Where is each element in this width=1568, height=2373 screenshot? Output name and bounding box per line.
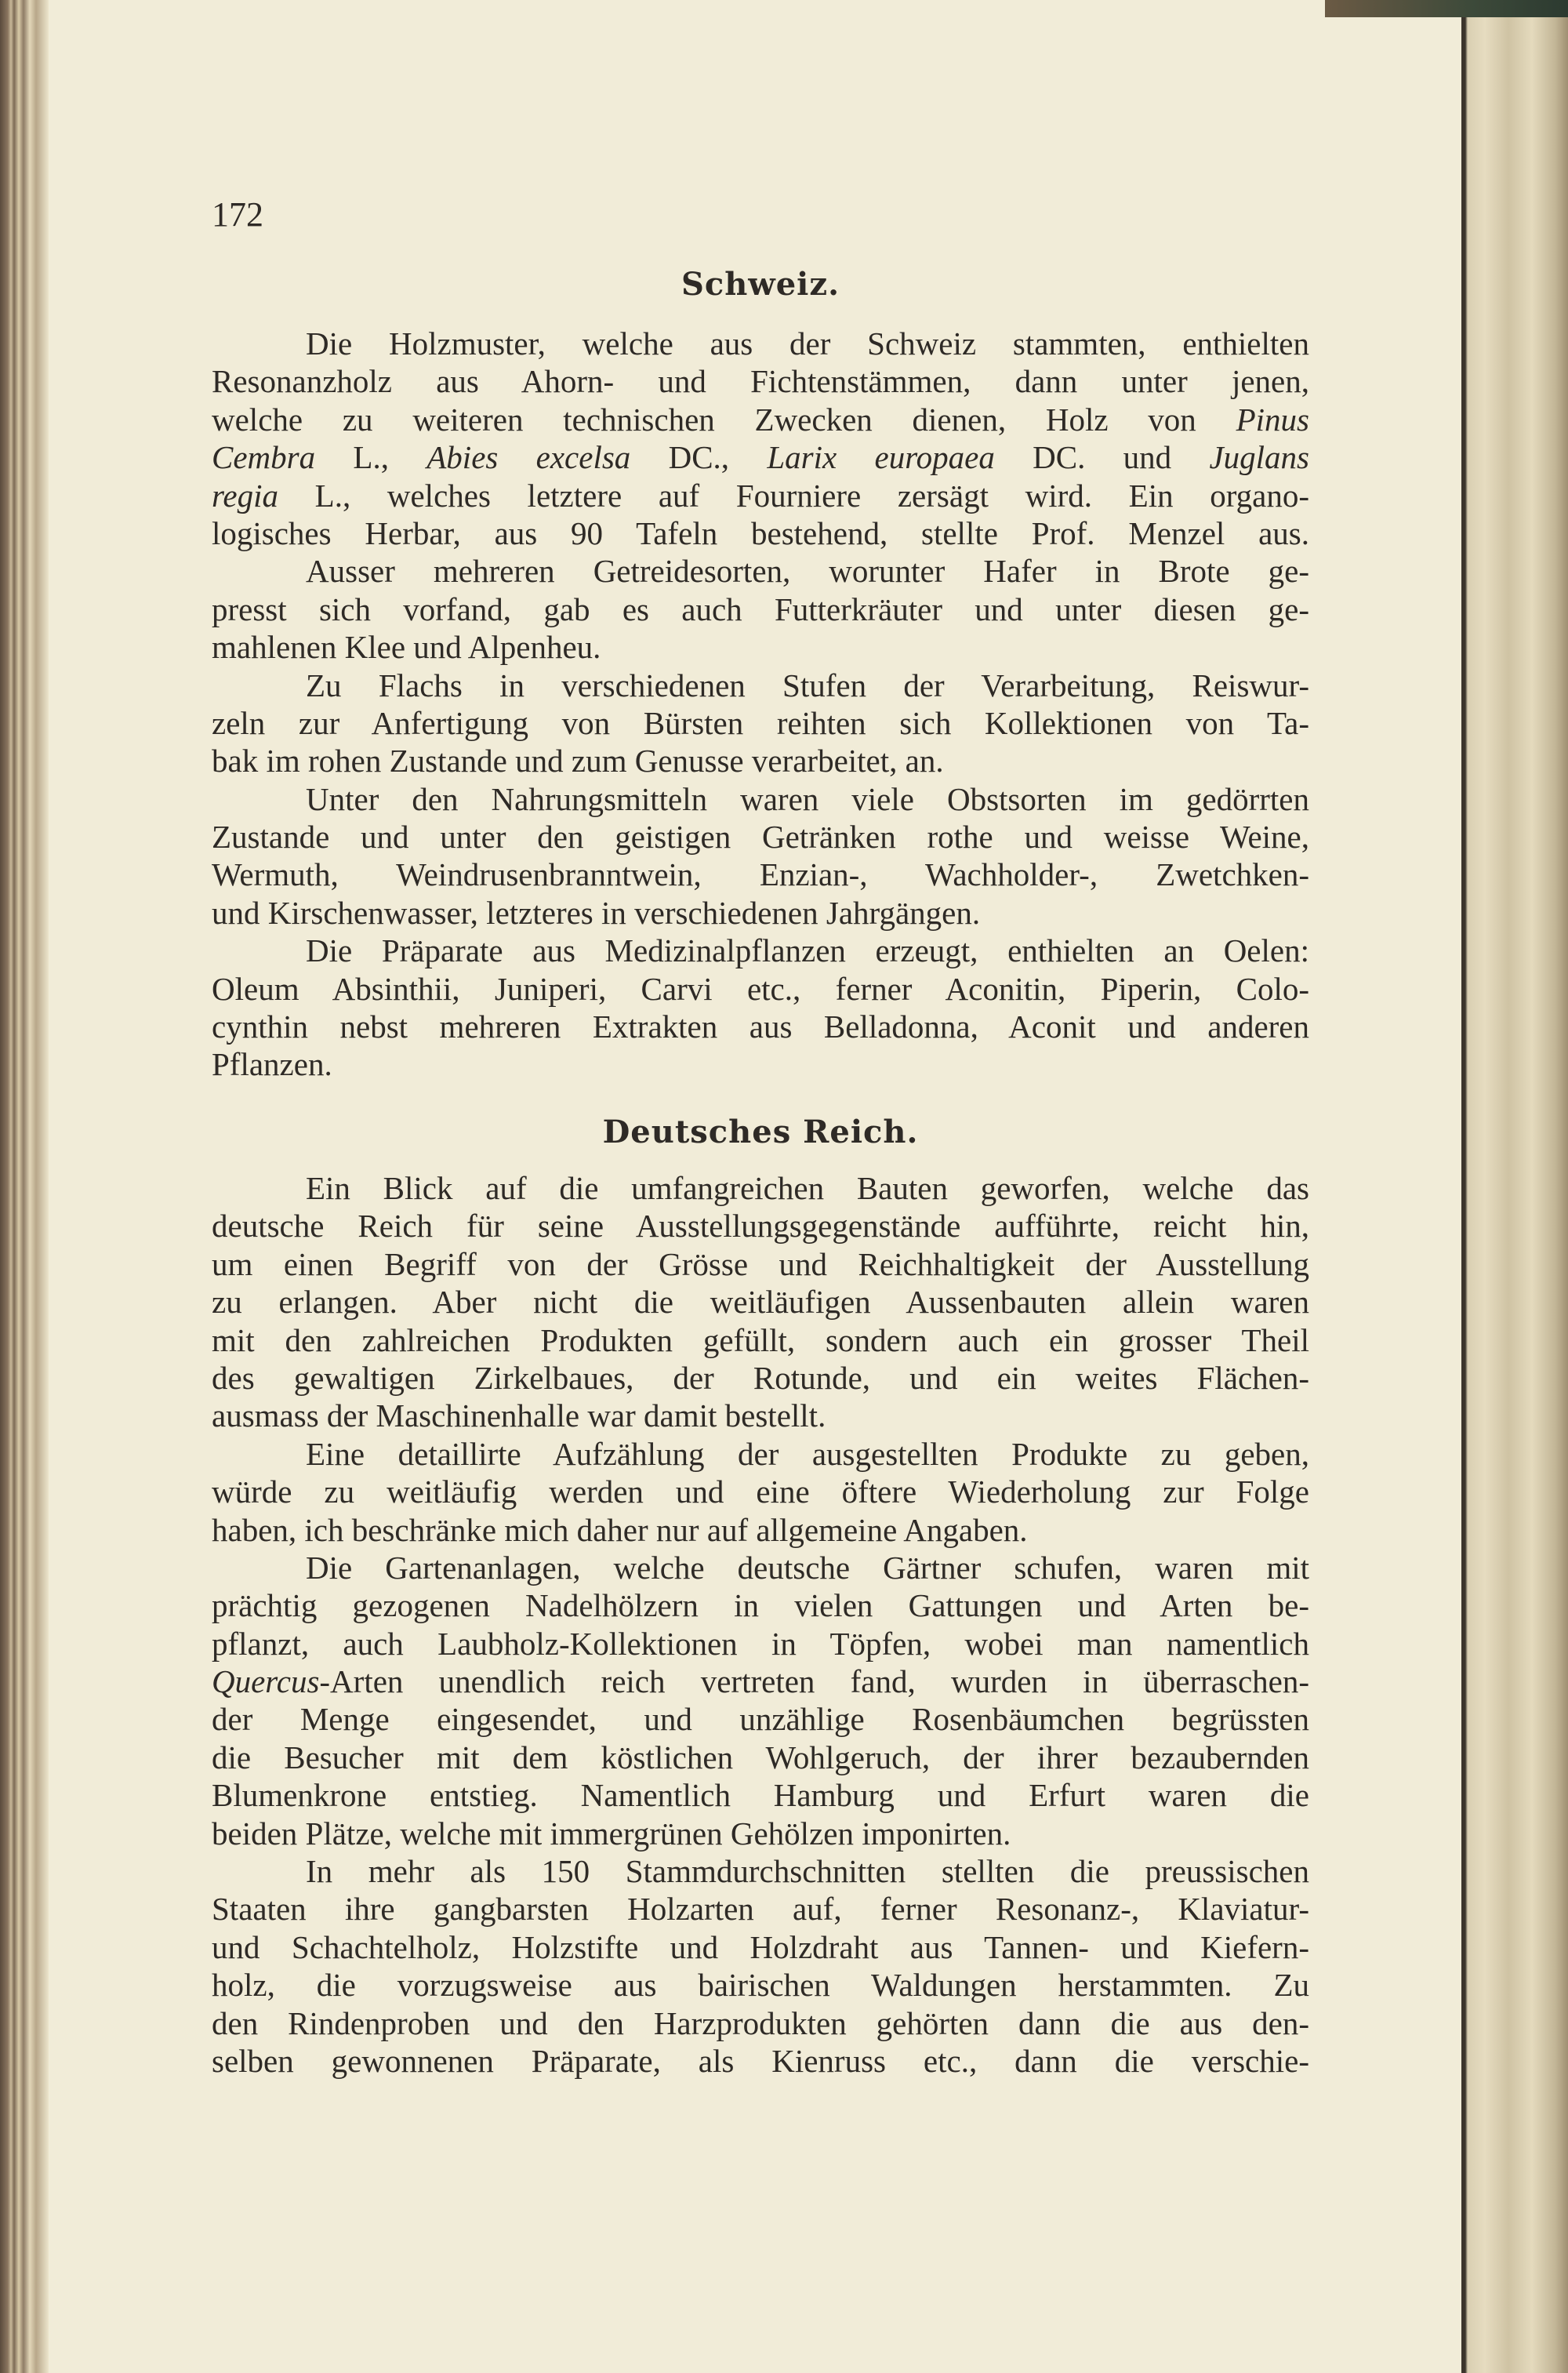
text-line (212, 1511, 1309, 1549)
text-line (212, 1928, 1309, 1966)
text: L., welches letztere auf Fourniere zersägt wird. Ein organo- (278, 477, 1309, 514)
text: Blumenkrone entstieg. Namentlich Hamburg und Erfurt waren die (212, 1777, 1309, 1814)
cover-edge (1325, 0, 1568, 17)
text: Zu Flachs in verschiedenen Stufen der Verarbeitung, Reiswur- (306, 667, 1309, 703)
text: DC., (630, 439, 768, 476)
text: holz, die vorzugsweise aus bairischen Waldungen herstammten. Zu (212, 1967, 1309, 2004)
text: In mehr als 150 Stammdurchschnitten stellten die preussischen (306, 1853, 1309, 1890)
text: Unter den Nahrungsmitteln waren viele Obstsorten im gedörrten (306, 780, 1309, 817)
text-line (212, 894, 1309, 932)
text-line (212, 818, 1309, 856)
text-line (212, 1700, 1309, 1738)
text: Zustande und unter den geistigen Getränken rothe und weisse Weine, (212, 819, 1309, 856)
text-line (212, 1245, 1309, 1283)
text-line (212, 1435, 1309, 1473)
italic-text: Quercus (212, 1663, 320, 1700)
text-line (212, 1045, 1309, 1083)
text-line (212, 856, 1309, 893)
text-line (212, 628, 1309, 666)
text: Ein Blick auf die umfangreichen Bauten geworfen, welche das (306, 1170, 1309, 1206)
text: Die Gartenanlagen, welche deutsche Gärtner schufen, waren mit (306, 1549, 1309, 1586)
italic-text: Juglans (1209, 439, 1309, 476)
page-number: 172 (212, 195, 263, 234)
section-body-deutsches-reich (212, 1169, 1309, 2080)
paragraph (212, 1852, 1309, 2080)
page-stack-edge (1461, 0, 1568, 2373)
text-line (212, 1815, 1309, 1852)
text-line (212, 591, 1309, 628)
section-heading-deutsches-reich: Deutsches Reich. (602, 1114, 919, 1150)
text-line (212, 1549, 1309, 1586)
text-line (212, 780, 1309, 818)
text: mahlenen Klee und Alpenheu. (212, 629, 601, 666)
text-line (212, 1776, 1309, 1814)
text-line (212, 932, 1309, 969)
text-line (212, 1397, 1309, 1434)
text-line (212, 1359, 1309, 1397)
paragraph (212, 1169, 1309, 1435)
text: Wermuth, Weindrusenbranntwein, Enzian-, Wachholder-, Zwetchken- (212, 856, 1309, 893)
text-line (212, 2042, 1309, 2080)
text: DC. und (994, 439, 1210, 476)
text: selben gewonnenen Präparate, als Kienruss etc., dann die verschie- (212, 2042, 1309, 2079)
text: logisches Herbar, aus 90 Tafeln bestehend, stellte Prof. Menzel aus. (212, 514, 1309, 551)
text-line (212, 667, 1309, 704)
text: Pflanzen. (212, 1046, 332, 1083)
text: Die Präparate aus Medizinalpflanzen erzeugt, enthielten an Oelen: (306, 932, 1309, 969)
text: L., (315, 439, 427, 476)
text: Eine detaillirte Aufzählung der ausgestellten Produkte zu geben, (306, 1435, 1309, 1472)
text-line (212, 401, 1309, 438)
text-line (212, 477, 1309, 514)
text-line (212, 552, 1309, 590)
italic-text: Abies excelsa (426, 439, 631, 476)
italic-text: Larix europaea (767, 439, 995, 476)
text: zeln zur Anfertigung von Bürsten reihten sich Kollektionen von Ta- (212, 704, 1309, 741)
text: um einen Begriff von der Grösse und Reichhaltigkeit der Ausstellung (212, 1245, 1309, 1282)
text-line (212, 1283, 1309, 1321)
text-line (212, 1321, 1309, 1359)
text: ausmass der Maschinenhalle war damit bestellt. (212, 1397, 826, 1434)
text: zu erlangen. Aber nicht die weitläufigen Aussenbauten allein waren (212, 1284, 1309, 1321)
text-line (212, 1207, 1309, 1245)
text: mit den zahlreichen Produkten gefüllt, sondern auch ein grosser Theil (212, 1321, 1309, 1358)
paragraph (212, 325, 1309, 552)
text: und Schachtelholz, Holzstifte und Holzdraht aus Tannen- und Kiefern- (212, 1928, 1309, 1965)
section-heading-schweiz: Schweiz. (681, 266, 840, 303)
paragraph (212, 932, 1309, 1084)
text: Oleum Absinthii, Juniperi, Carvi etc., ferner Aconitin, Piperin, Colo- (212, 970, 1309, 1007)
book-binding-edge (0, 0, 49, 2373)
text-line (212, 438, 1309, 476)
text-line (212, 1169, 1309, 1207)
text-line (212, 362, 1309, 400)
text-line (212, 704, 1309, 742)
text-line (212, 2004, 1309, 2042)
text-line (212, 1852, 1309, 1890)
text: welche zu weiteren technischen Zwecken dienen, Holz von (212, 401, 1236, 438)
paragraph (212, 1549, 1309, 1852)
italic-text: regia (212, 477, 279, 514)
text: Die Holzmuster, welche aus der Schweiz stammten, enthielten (306, 325, 1309, 362)
text-line (212, 1008, 1309, 1045)
text: bak im rohen Zustande und zum Genusse verarbeitet, an. (212, 743, 944, 779)
text: cynthin nebst mehreren Extrakten aus Belladonna, Aconit und anderen (212, 1008, 1309, 1045)
text: Ausser mehreren Getreidesorten, worunter Hafer in Brote ge- (306, 553, 1309, 590)
text-line (212, 325, 1309, 362)
text-line (212, 1663, 1309, 1700)
text: und Kirschenwasser, letzteres in verschiedenen Jahrgängen. (212, 894, 981, 931)
text-line (212, 1966, 1309, 2004)
text-line (212, 970, 1309, 1008)
text: des gewaltigen Zirkelbaues, der Rotunde, und ein weites Flächen- (212, 1359, 1309, 1396)
paragraph (212, 667, 1309, 780)
paragraph (212, 1435, 1309, 1549)
text: Resonanzholz aus Ahorn- und Fichtenstämmen, dann unter jenen, (212, 363, 1309, 400)
text-line (212, 1890, 1309, 1928)
text: pflanzt, auch Laubholz-Kollektionen in Töpfen, wobei man namentlich (212, 1625, 1309, 1662)
text: die Besucher mit dem köstlichen Wohlgeruch, der ihrer bezaubernden (212, 1739, 1309, 1775)
text-line (212, 742, 1309, 779)
text-line (212, 514, 1309, 552)
text-line (212, 1586, 1309, 1624)
text: prächtig gezogenen Nadelhölzern in vielen Gattungen und Arten be- (212, 1587, 1309, 1624)
text: deutsche Reich für seine Ausstellungsgegenstände aufführte, reicht hin, (212, 1208, 1309, 1245)
text: -Arten unendlich reich vertreten fand, wurden in überraschen- (319, 1663, 1309, 1700)
paragraph (212, 552, 1309, 666)
italic-text: Pinus (1236, 401, 1309, 438)
text: haben, ich beschränke mich daher nur auf allgemeine Angaben. (212, 1511, 1028, 1548)
paragraph (212, 780, 1309, 932)
text: der Menge eingesendet, und unzählige Rosenbäumchen begrüssten (212, 1701, 1309, 1738)
text: würde zu weitläufig werden und eine öftere Wiederholung zur Folge (212, 1474, 1309, 1510)
text-line (212, 1473, 1309, 1510)
text: den Rindenproben und den Harzprodukten gehörten dann die aus den- (212, 2004, 1309, 2041)
text-line (212, 1739, 1309, 1776)
text: beiden Plätze, welche mit immergrünen Gehölzen imponirten. (212, 1815, 1011, 1852)
section-body-schweiz (212, 325, 1309, 1084)
text: presst sich vorfand, gab es auch Futterkräuter und unter diesen ge- (212, 591, 1309, 627)
text-line (212, 1625, 1309, 1663)
text: Staaten ihre gangbarsten Holzarten auf, ferner Resonanz-, Klaviatur- (212, 1891, 1309, 1928)
italic-text: Cembra (212, 439, 316, 476)
